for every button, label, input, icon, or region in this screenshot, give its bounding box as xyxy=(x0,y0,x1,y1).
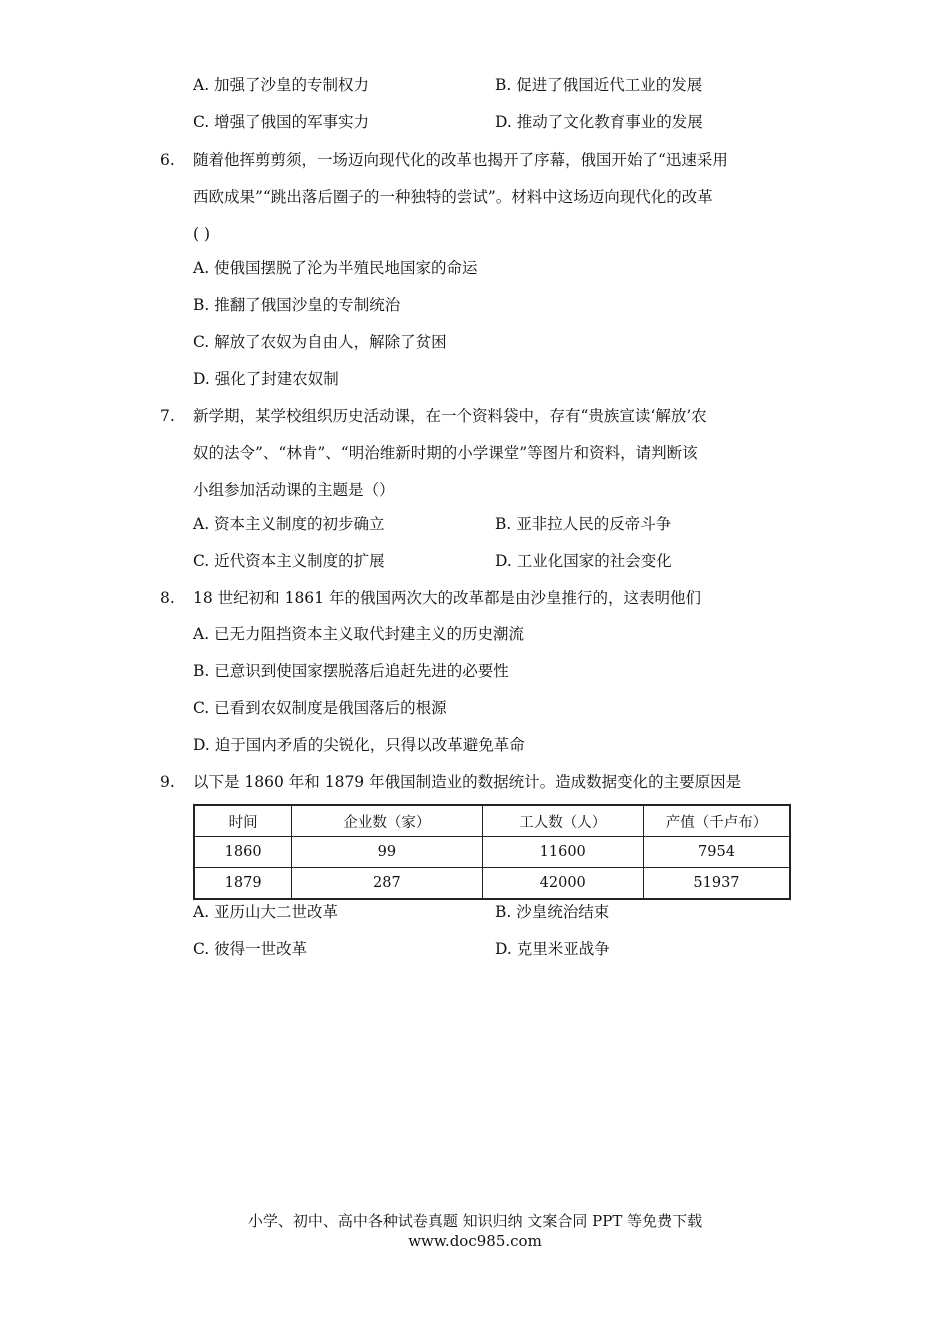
q6-stem-line-2: 西欧成果”“跳出落后圈子的一种独特的尝试”。材料中这场迈向现代化的改革 xyxy=(193,188,713,206)
table-cell: 1860 xyxy=(194,837,292,868)
q9-number: 9. xyxy=(160,773,175,791)
table-cell: 99 xyxy=(292,837,482,868)
q7-option-b: B. 亚非拉人民的反帝斗争 xyxy=(495,515,672,533)
q9-option-b: B. 沙皇统治结束 xyxy=(495,903,610,921)
footer-promo-text: 小学、初中、高中各种试卷真题 知识归纳 文案合同 PPT 等免费下载 xyxy=(247,1212,703,1230)
q6-stem-line-3: ( ) xyxy=(193,225,211,243)
q6-option-c: C. 解放了农奴为自由人，解除了贫困 xyxy=(193,333,447,351)
table-cell: 42000 xyxy=(482,868,643,900)
table-cell: 1879 xyxy=(194,868,292,900)
table-cell: 11600 xyxy=(482,837,643,868)
table-header-cell: 企业数（家） xyxy=(292,805,482,837)
table-row xyxy=(194,837,790,868)
q6-number: 6. xyxy=(160,151,175,169)
table-cell: 51937 xyxy=(643,868,790,900)
q8-option-a: A. 已无力阻挡资本主义取代封建主义的历史潮流 xyxy=(193,625,525,643)
q8-option-d: D. 迫于国内矛盾的尖锐化，只得以改革避免革命 xyxy=(193,736,525,754)
table-cell: 287 xyxy=(292,868,482,900)
table-header-cell: 时间 xyxy=(194,805,292,837)
q7-option-a: A. 资本主义制度的初步确立 xyxy=(193,515,385,533)
q8-number: 8. xyxy=(160,589,175,607)
q8-option-b: B. 已意识到使国家摆脱落后追赶先进的必要性 xyxy=(193,662,509,680)
q7-option-d: D. 工业化国家的社会变化 xyxy=(495,552,672,570)
q6-option-a: A. 使俄国摆脱了沦为半殖民地国家的命运 xyxy=(193,259,478,277)
q9-option-c: C. 彼得一世改革 xyxy=(193,940,308,958)
q5-option-b: B. 促进了俄国近代工业的发展 xyxy=(495,76,703,94)
q9-option-d: D. 克里米亚战争 xyxy=(495,940,610,958)
table-cell: 7954 xyxy=(643,837,790,868)
q6-option-d: D. 强化了封建农奴制 xyxy=(193,370,339,388)
q5-option-d: D. 推动了文化教育事业的发展 xyxy=(495,113,703,131)
q9-stem: 以下是 1860 年和 1879 年俄国制造业的数据统计。造成数据变化的主要原因是 xyxy=(193,773,742,791)
q9-option-a: A. 亚历山大二世改革 xyxy=(193,903,339,921)
table-header-row xyxy=(194,805,790,837)
table-row xyxy=(194,868,790,900)
q6-stem-line-1: 随着他挥剪剪须，一场迈向现代化的改革也揭开了序幕，俄国开始了“迅速采用 xyxy=(193,151,728,169)
table-header-cell: 产值（千卢布） xyxy=(643,805,790,837)
q7-stem-line-3: 小组参加活动课的主题是（） xyxy=(193,481,395,499)
q8-stem: 18 世纪初和 1861 年的俄国两次大的改革都是由沙皇推行的，这表明他们 xyxy=(193,589,701,607)
q7-stem-line-1: 新学期，某学校组织历史活动课，在一个资料袋中，存有“贵族宣读‘解放’农 xyxy=(193,407,707,425)
footer-website-link[interactable]: www.doc985.com xyxy=(408,1232,542,1250)
q7-number: 7. xyxy=(160,407,175,425)
q7-stem-line-2: 奴的法令”、“林肯”、“明治维新时期的小学课堂”等图片和资料，请判断该 xyxy=(193,444,698,462)
q5-option-a: A. 加强了沙皇的专制权力 xyxy=(193,76,370,94)
q7-option-c: C. 近代资本主义制度的扩展 xyxy=(193,552,385,570)
q5-option-c: C. 增强了俄国的军事实力 xyxy=(193,113,370,131)
table-header-cell: 工人数（人） xyxy=(482,805,643,837)
q8-option-c: C. 已看到农奴制度是俄国落后的根源 xyxy=(193,699,447,717)
q6-option-b: B. 推翻了俄国沙皇的专制统治 xyxy=(193,296,401,314)
manufacturing-data-table xyxy=(193,804,791,900)
